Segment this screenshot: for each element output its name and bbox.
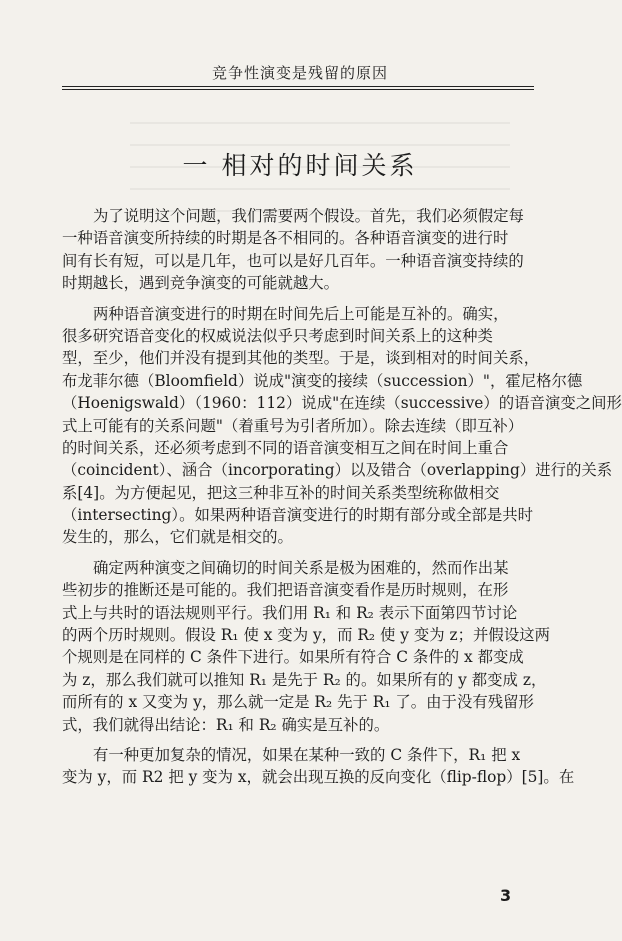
text-line: 间有长有短，可以是几年，也可以是好几百年。一种语音演变持续的	[62, 251, 524, 270]
text-line: 为了说明这个问题，我们需要两个假设。首先，我们必须假定每	[93, 207, 524, 225]
text-line: 的两个历时规则。假设 R₁ 使 x 变为 y，而 R₂ 使 y 变为 z；并假设这两	[62, 626, 550, 645]
text-line: （Hoenigswald）（1960：112）说成"在连续（successive）的语音演变之间形	[62, 394, 622, 413]
section-heading: 一 相对的时间关系	[182, 151, 418, 180]
text-line: 有一种更加复杂的情况，如果在某种一致的 C 条件下，R₁ 把 x	[93, 745, 521, 764]
text-line: （intersecting）。如果两种语音演变进行的时期有部分或全部是共时	[62, 506, 534, 525]
text-line: 型，至少，他们并没有提到其他的类型。于是，谈到相对的时间关系，	[62, 349, 540, 368]
header-rule-bottom	[62, 89, 534, 90]
text-line: 为 z，那么我们就可以推知 R₁ 是先于 R₂ 的。如果所有的 y 都变成 z，	[62, 670, 547, 689]
text-line: 个规则是在同样的 C 条件下进行。如果所有符合 C 条件的 x 都变成	[62, 648, 524, 667]
text-line: 发生的，那么，它们就是相交的。	[62, 528, 293, 547]
page-number: 3	[500, 886, 512, 905]
text-line: 很多研究语音变化的权威说法似乎只考虑到时间关系上的这种类	[62, 326, 493, 345]
text-line: 式上与共时的语法规则平行。我们用 R₁ 和 R₂ 表示下面第四节讨论	[62, 603, 518, 622]
text-line: 些初步的推断还是可能的。我们把语音演变看作是历时规则，在形	[62, 581, 509, 600]
text-line: （coincident）、涵合（incorporating）以及错合（overlapping）进行的关系	[62, 461, 613, 480]
text-line: 变为 y，而 R2 把 y 变为 x，就会出现互换的反向变化（flip-flop）[5]。在	[62, 768, 575, 787]
text-line: 两种语音演变进行的时期在时间先后上可能是互补的。确实，	[93, 304, 509, 323]
text-line: 确定两种演变之间确切的时间关系是极为困难的，然而作出某	[93, 558, 509, 577]
text-line: 时期越长，遇到竞争演变的可能就越大。	[62, 274, 340, 293]
text-line: 式上可能有的关系问题"（着重号为引者所加）。除去连续（即互补）	[62, 416, 524, 435]
text-line: 系[4]。为方便起见，把这三种非互补的时间关系类型统称做相交	[62, 483, 500, 502]
text-line: 一种语音演变所持续的时期是各不相同的。各种语音演变的进行时	[62, 229, 509, 248]
header-rule-top	[62, 86, 534, 87]
text-line: 的时间关系，还必须考虑到不同的语音演变相互之间在时间上重合	[62, 438, 509, 457]
text-line: 而所有的 x 又变为 y，那么就一定是 R₂ 先于 R₁ 了。由于没有残留形	[62, 693, 534, 712]
text-line: 布龙菲尔德（Bloomfield）说成"演变的接续（succession）"，霍尼格尔德	[62, 371, 583, 390]
body-text	[62, 205, 622, 789]
text-line: 式，我们就得出结论：R₁ 和 R₂ 确实是互补的。	[62, 715, 390, 734]
running-header-title: 竞争性演变是残留的原因	[211, 64, 388, 82]
